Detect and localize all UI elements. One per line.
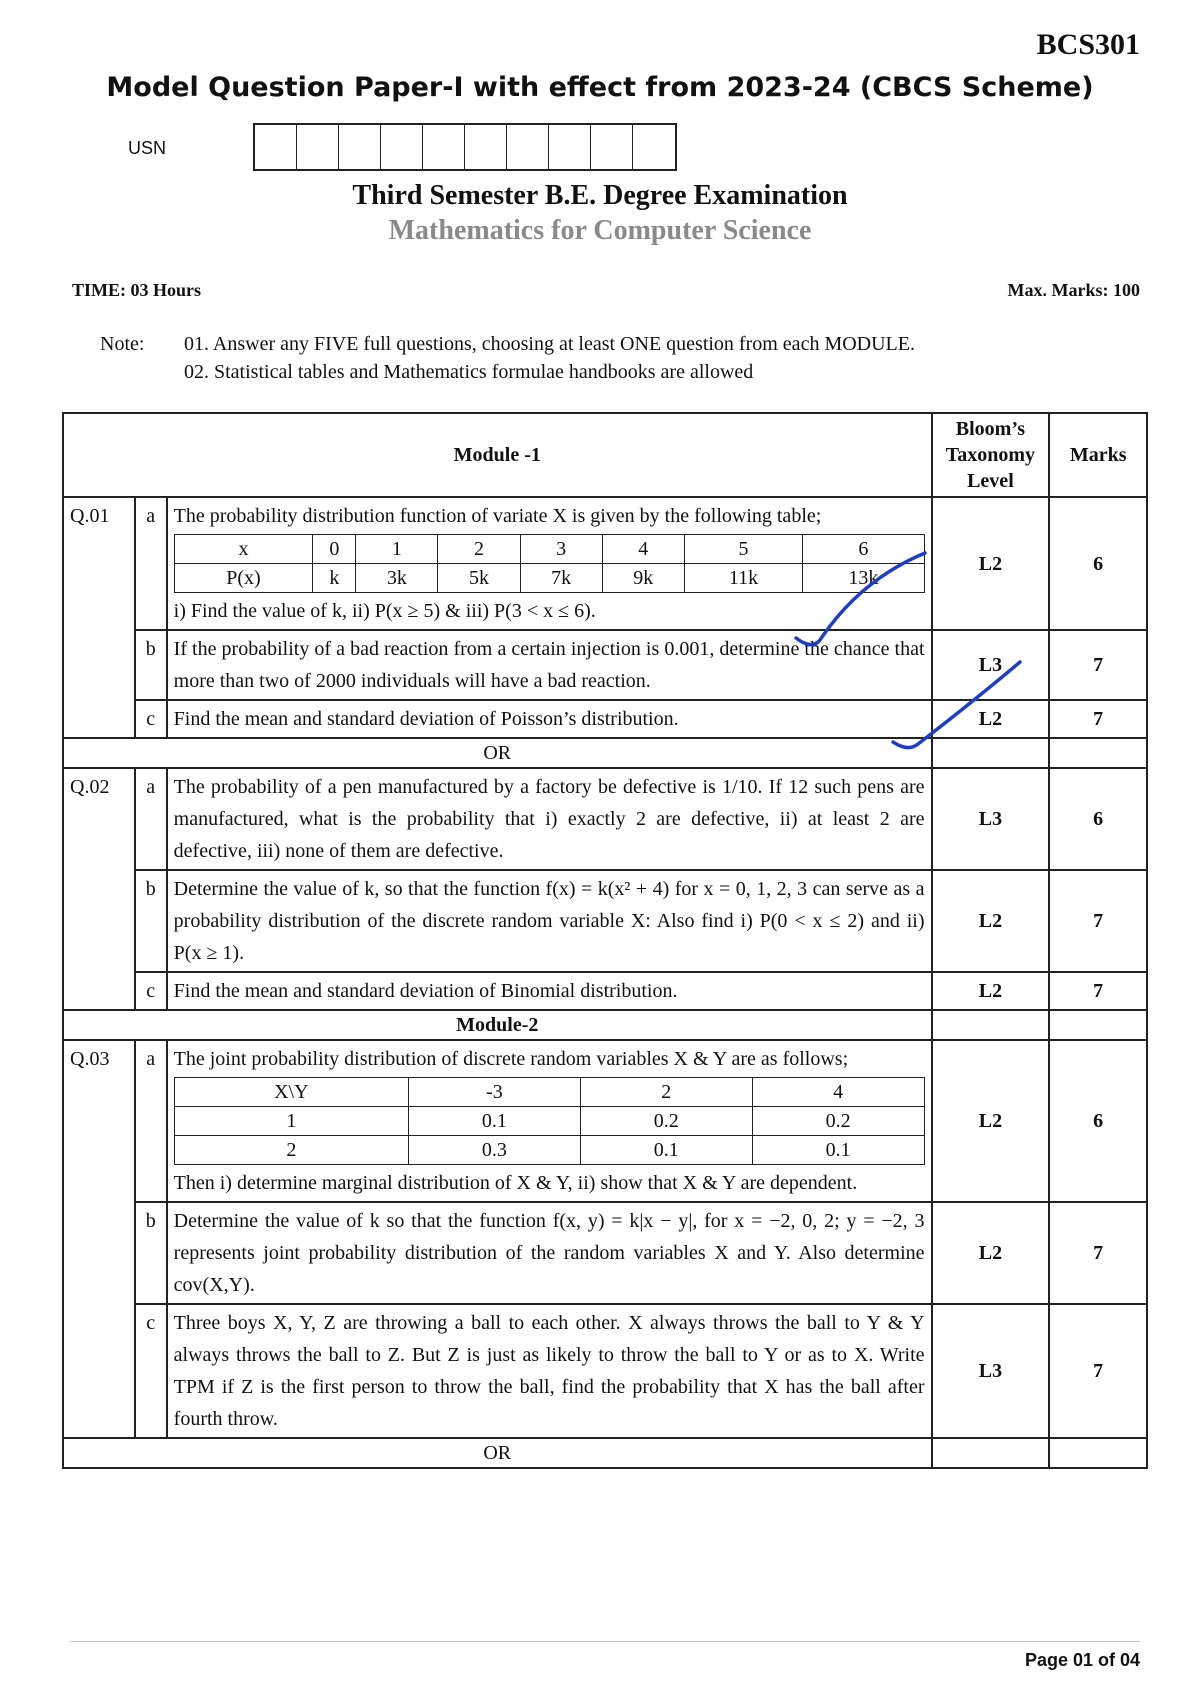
usn-box[interactable] <box>465 125 507 169</box>
usn-box[interactable] <box>423 125 465 169</box>
marks-value: 7 <box>1049 700 1147 738</box>
table-cell: 11k <box>684 564 802 593</box>
max-marks-label: Max. Marks: 100 <box>1007 280 1140 300</box>
question-text: Find the mean and standard deviation of Poisson’s distribution. <box>167 700 932 738</box>
or-separator: OR <box>63 1438 932 1468</box>
table-cell: -3 <box>408 1078 580 1107</box>
table-row <box>63 497 1147 630</box>
question-text: If the probability of a bad reaction from a certain injection is 0.001, determine the chance that more than two of 2000 individuals will have a bad reaction. <box>167 630 932 700</box>
note-2: 02. Statistical tables and Mathematics formulae handbooks are allowed <box>184 361 754 383</box>
question-text <box>167 1040 932 1202</box>
sub-question-letter: c <box>135 972 167 1010</box>
empty-cell <box>932 1010 1050 1040</box>
time-label: TIME: 03 Hours <box>72 280 202 300</box>
table-cell: 4 <box>602 535 684 564</box>
table-cell: 0.3 <box>408 1136 580 1165</box>
table-row <box>63 1040 1147 1202</box>
exam-title: Third Semester B.E. Degree Examination <box>352 180 848 211</box>
blooms-level: L2 <box>932 700 1050 738</box>
table-cell: 0.2 <box>752 1107 924 1136</box>
question-3a-subparts: Then i) determine marginal distribution of X & Y, ii) show that X & Y are dependent. <box>173 1172 858 1194</box>
sub-question-letter: a <box>135 497 167 630</box>
table-row <box>63 1304 1147 1438</box>
blooms-level: L3 <box>932 1304 1050 1438</box>
module-2-header: Module-2 <box>63 1010 932 1040</box>
empty-cell <box>1049 1438 1147 1468</box>
marks-value: 7 <box>1049 870 1147 972</box>
table-cell: x <box>174 535 313 564</box>
blooms-header: Bloom’s Taxonomy Level <box>932 413 1050 497</box>
table-row <box>174 564 924 593</box>
table-cell: 9k <box>602 564 684 593</box>
sub-question-letter: a <box>135 1040 167 1202</box>
table-row <box>63 972 1147 1010</box>
sub-question-letter: c <box>135 1304 167 1438</box>
question-text <box>167 497 932 630</box>
table-row <box>63 1202 1147 1304</box>
table-cell: 0.1 <box>580 1136 752 1165</box>
blooms-level: L3 <box>932 768 1050 870</box>
usn-box[interactable] <box>339 125 381 169</box>
blooms-level: L2 <box>932 497 1050 630</box>
sub-question-letter: b <box>135 1202 167 1304</box>
question-text: Three boys X, Y, Z are throwing a ball to each other. X always throws the ball to Y & Y always throws the ball to Z. But Z is just as likely to throw the ball to Y or as to X. Write TPM if Z is the first person to throw the ball, find the probability that X has the ball after fourth throw. <box>167 1304 932 1438</box>
table-cell: 5k <box>438 564 520 593</box>
question-text: Determine the value of k so that the function f(x, y) = k|x − y|, for x = −2, 0, 2; y = −2, 3 represents joint probability distribution of the random variables X and Y. Also determine cov(X,Y). <box>167 1202 932 1304</box>
table-row <box>63 630 1147 700</box>
sub-question-letter: a <box>135 768 167 870</box>
question-number: Q.02 <box>63 768 135 1010</box>
table-cell: P(x) <box>174 564 313 593</box>
sub-question-letter: b <box>135 630 167 700</box>
question-number: Q.03 <box>63 1040 135 1438</box>
table-cell: 3k <box>356 564 438 593</box>
empty-cell <box>1049 1010 1147 1040</box>
joint-distribution-table <box>174 1077 925 1165</box>
distribution-table <box>174 534 925 593</box>
table-cell: 0.2 <box>580 1107 752 1136</box>
table-row <box>174 1078 924 1107</box>
marks-value: 6 <box>1049 497 1147 630</box>
question-text: Determine the value of k, so that the function f(x) = k(x² + 4) for x = 0, 1, 2, 3 can serve as a probability distribution of the discrete random variable X: Also find i) P(0 < x ≤ 2) and ii) P(x ≥ 1). <box>167 870 932 972</box>
question-table <box>62 412 1148 1469</box>
or-separator: OR <box>63 738 932 768</box>
marks-value: 7 <box>1049 972 1147 1010</box>
marks-value: 7 <box>1049 1202 1147 1304</box>
empty-cell <box>1049 738 1147 768</box>
table-cell: 4 <box>752 1078 924 1107</box>
usn-box[interactable] <box>381 125 423 169</box>
subject-title: Mathematics for Computer Science <box>388 215 812 246</box>
usn-box[interactable] <box>549 125 591 169</box>
question-1a-text: The probability distribution function of variate X is given by the following table; <box>173 505 822 527</box>
marks-value: 6 <box>1049 1040 1147 1202</box>
marks-value: 7 <box>1049 630 1147 700</box>
table-cell: 0 <box>313 535 356 564</box>
usn-box[interactable] <box>591 125 633 169</box>
question-text: The probability of a pen manufactured by a factory be defective is 1/10. If 12 such pens are manufactured, what is the probability that i) exactly 2 are defective, ii) at least 2 are defective, iii) none of them are defective. <box>167 768 932 870</box>
or-row <box>63 1438 1147 1468</box>
sub-question-letter: c <box>135 700 167 738</box>
table-row <box>63 700 1147 738</box>
table-row <box>174 535 924 564</box>
table-cell: 13k <box>803 564 924 593</box>
footer-divider <box>70 1641 1140 1642</box>
table-cell: 5 <box>684 535 802 564</box>
marks-value: 7 <box>1049 1304 1147 1438</box>
sub-question-letter: b <box>135 870 167 972</box>
table-cell: 2 <box>580 1078 752 1107</box>
marks-header: Marks <box>1049 413 1147 497</box>
table-header-row <box>63 413 1147 497</box>
paper-title: Model Question Paper-I with effect from 2023-24 (CBCS Scheme) <box>106 72 1094 103</box>
blooms-level: L3 <box>932 630 1050 700</box>
table-cell: 1 <box>356 535 438 564</box>
usn-box[interactable] <box>255 125 297 169</box>
table-cell: 3 <box>520 535 602 564</box>
table-row <box>174 1136 924 1165</box>
table-cell: k <box>313 564 356 593</box>
usn-label: USN <box>128 138 167 158</box>
empty-cell <box>932 738 1050 768</box>
table-cell: 7k <box>520 564 602 593</box>
table-row <box>63 870 1147 972</box>
module-row <box>63 1010 1147 1040</box>
table-cell: X\Y <box>174 1078 408 1107</box>
table-cell: 2 <box>438 535 520 564</box>
usn-box[interactable] <box>297 125 339 169</box>
table-cell: 0.1 <box>408 1107 580 1136</box>
blooms-level: L2 <box>932 1202 1050 1304</box>
empty-cell <box>932 1438 1050 1468</box>
question-text: Find the mean and standard deviation of Binomial distribution. <box>167 972 932 1010</box>
blooms-level: L2 <box>932 870 1050 972</box>
table-cell: 2 <box>174 1136 408 1165</box>
marks-value: 6 <box>1049 768 1147 870</box>
usn-box[interactable] <box>507 125 549 169</box>
question-3a-text: The joint probability distribution of discrete random variables X & Y are as follows; <box>173 1048 849 1070</box>
module-1-header: Module -1 <box>63 413 932 497</box>
table-cell: 6 <box>803 535 924 564</box>
question-number: Q.01 <box>63 497 135 738</box>
blooms-level: L2 <box>932 1040 1050 1202</box>
table-cell: 1 <box>174 1107 408 1136</box>
note-1: 01. Answer any FIVE full questions, choosing at least ONE question from each MODULE. <box>184 333 915 355</box>
table-cell: 0.1 <box>752 1136 924 1165</box>
table-row <box>63 768 1147 870</box>
usn-boxes[interactable] <box>253 123 677 171</box>
usn-box[interactable] <box>633 125 675 169</box>
blooms-level: L2 <box>932 972 1050 1010</box>
or-row <box>63 738 1147 768</box>
table-row <box>174 1107 924 1136</box>
question-1a-subparts: i) Find the value of k, ii) P(x ≥ 5) & iii) P(3 < x ≤ 6). <box>173 600 596 622</box>
course-code: BCS301 <box>1036 28 1140 61</box>
page-number: Page 01 of 04 <box>1024 1650 1140 1670</box>
note-label: Note: <box>100 333 145 355</box>
